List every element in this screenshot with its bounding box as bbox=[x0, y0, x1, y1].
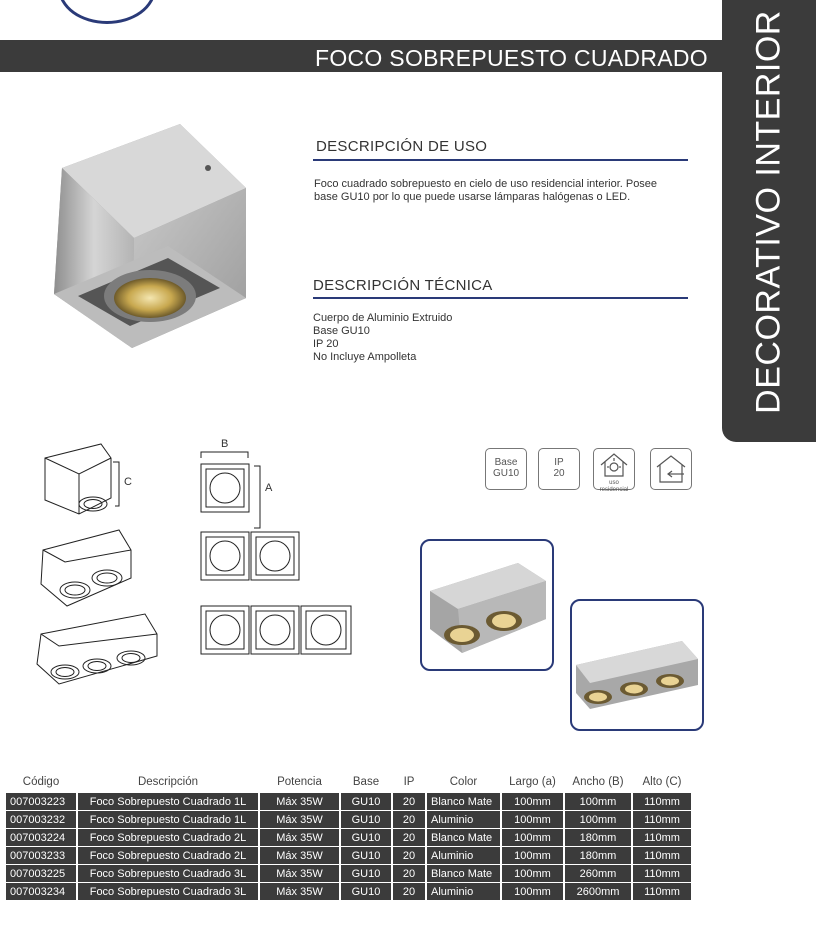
cell-potencia: Máx 35W bbox=[260, 847, 339, 864]
spec-table bbox=[4, 771, 693, 901]
cell-potencia: Máx 35W bbox=[260, 883, 339, 900]
indoor-house-icon bbox=[650, 448, 692, 490]
residential-use-icon bbox=[593, 448, 635, 493]
cell-color: Aluminio bbox=[427, 883, 500, 900]
table-header-row bbox=[6, 772, 691, 792]
residential-caption: uso residencial bbox=[599, 480, 629, 493]
table-row bbox=[6, 829, 691, 846]
dimension-a-label: A bbox=[265, 482, 273, 494]
product-photo bbox=[50, 118, 255, 353]
cell-alto: 110mm bbox=[633, 829, 691, 846]
cell-color: Blanco Mate bbox=[427, 793, 500, 810]
header-potencia: Potencia bbox=[277, 776, 322, 788]
cell-codigo: 007003225 bbox=[6, 865, 76, 882]
ip-icon-line2: 20 bbox=[553, 468, 565, 479]
cell-largo: 100mm bbox=[502, 847, 563, 864]
cell-descripcion: Foco Sobrepuesto Cuadrado 3L bbox=[78, 865, 258, 882]
double-spot-image bbox=[422, 541, 552, 669]
cell-potencia: Máx 35W bbox=[260, 793, 339, 810]
usage-divider bbox=[313, 159, 688, 161]
cell-ancho: 260mm bbox=[565, 865, 631, 882]
usage-text: Foco cuadrado sobrepuesto en cielo de uso residencial interior. Posee base GU10 por lo que puede usarse lámparas halógenas o LED. bbox=[314, 178, 658, 203]
cell-alto: 110mm bbox=[633, 883, 691, 900]
technical-line: Cuerpo de Aluminio Extruido bbox=[313, 312, 453, 324]
brand-logo bbox=[58, 0, 156, 24]
category-label: DECORATIVO INTERIOR bbox=[749, 10, 788, 414]
cell-base: GU10 bbox=[341, 883, 391, 900]
house-lamp-icon bbox=[597, 451, 631, 477]
cell-potencia: Máx 35W bbox=[260, 811, 339, 828]
technical-line: IP 20 bbox=[313, 338, 339, 350]
header-ancho: Ancho (B) bbox=[572, 776, 624, 788]
base-icon-line1: Base bbox=[494, 457, 518, 468]
technical-list bbox=[313, 312, 452, 364]
cell-alto: 110mm bbox=[633, 793, 691, 810]
table-row bbox=[6, 847, 691, 864]
dimension-c-label: C bbox=[124, 476, 132, 488]
cell-color: Blanco Mate bbox=[427, 829, 500, 846]
cell-descripcion: Foco Sobrepuesto Cuadrado 1L bbox=[78, 793, 258, 810]
usage-heading: DESCRIPCIÓN DE USO bbox=[316, 138, 488, 155]
triple-spot-image bbox=[572, 601, 702, 729]
cell-codigo: 007003232 bbox=[6, 811, 76, 828]
cell-ancho: 180mm bbox=[565, 847, 631, 864]
header-base: Base bbox=[352, 776, 380, 788]
header-color: Color bbox=[449, 776, 478, 788]
header-codigo: Código bbox=[22, 776, 60, 788]
header-descripcion: Descripción bbox=[137, 776, 199, 788]
cell-color: Aluminio bbox=[427, 811, 500, 828]
base-icon bbox=[485, 448, 527, 490]
cell-base: GU10 bbox=[341, 829, 391, 846]
house-arrow-icon bbox=[654, 453, 688, 485]
cell-largo: 100mm bbox=[502, 829, 563, 846]
technical-divider bbox=[313, 297, 688, 299]
cell-ancho: 2600mm bbox=[565, 883, 631, 900]
technical-heading: DESCRIPCIÓN TÉCNICA bbox=[313, 277, 493, 294]
cell-color: Aluminio bbox=[427, 847, 500, 864]
cell-ancho: 100mm bbox=[565, 811, 631, 828]
cell-alto: 110mm bbox=[633, 865, 691, 882]
isometric-drawings bbox=[35, 438, 165, 690]
cell-alto: 110mm bbox=[633, 811, 691, 828]
cell-descripcion: Foco Sobrepuesto Cuadrado 2L bbox=[78, 829, 258, 846]
page-title: FOCO SOBREPUESTO CUADRADO bbox=[314, 45, 708, 71]
cell-descripcion: Foco Sobrepuesto Cuadrado 2L bbox=[78, 847, 258, 864]
cell-codigo: 007003234 bbox=[6, 883, 76, 900]
cell-largo: 100mm bbox=[502, 793, 563, 810]
cell-base: GU10 bbox=[341, 811, 391, 828]
cell-ip: 20 bbox=[393, 811, 425, 828]
cell-ip: 20 bbox=[393, 847, 425, 864]
cell-ip: 20 bbox=[393, 793, 425, 810]
technical-line: No Incluye Ampolleta bbox=[313, 351, 417, 363]
cell-ancho: 180mm bbox=[565, 829, 631, 846]
header-ip: IP bbox=[403, 776, 415, 788]
cell-largo: 100mm bbox=[502, 811, 563, 828]
cell-ip: 20 bbox=[393, 829, 425, 846]
table-row bbox=[6, 883, 691, 900]
cell-base: GU10 bbox=[341, 847, 391, 864]
category-side-tab bbox=[722, 0, 816, 442]
header-alto: Alto (C) bbox=[642, 776, 682, 788]
cell-color: Blanco Mate bbox=[427, 865, 500, 882]
table-row bbox=[6, 865, 691, 882]
table-row bbox=[6, 793, 691, 810]
technical-line: Base GU10 bbox=[313, 325, 370, 337]
cell-descripcion: Foco Sobrepuesto Cuadrado 1L bbox=[78, 811, 258, 828]
table-row bbox=[6, 811, 691, 828]
cell-largo: 100mm bbox=[502, 865, 563, 882]
cell-codigo: 007003224 bbox=[6, 829, 76, 846]
photo-double-spot bbox=[420, 539, 554, 671]
cell-codigo: 007003223 bbox=[6, 793, 76, 810]
cell-descripcion: Foco Sobrepuesto Cuadrado 3L bbox=[78, 883, 258, 900]
title-bar bbox=[0, 40, 722, 72]
base-icon-line2: GU10 bbox=[492, 468, 520, 479]
cell-alto: 110mm bbox=[633, 847, 691, 864]
cell-base: GU10 bbox=[341, 865, 391, 882]
cell-codigo: 007003233 bbox=[6, 847, 76, 864]
cell-ancho: 100mm bbox=[565, 793, 631, 810]
ip-icon bbox=[538, 448, 580, 490]
cell-potencia: Máx 35W bbox=[260, 829, 339, 846]
cell-potencia: Máx 35W bbox=[260, 865, 339, 882]
dimension-b-label: B bbox=[221, 438, 229, 450]
cell-largo: 100mm bbox=[502, 883, 563, 900]
header-largo: Largo (a) bbox=[509, 776, 556, 788]
top-view-drawings bbox=[196, 448, 356, 660]
photo-triple-spot bbox=[570, 599, 704, 731]
ip-icon-line1: IP bbox=[554, 457, 564, 468]
cell-ip: 20 bbox=[393, 883, 425, 900]
cell-base: GU10 bbox=[341, 793, 391, 810]
cell-ip: 20 bbox=[393, 865, 425, 882]
